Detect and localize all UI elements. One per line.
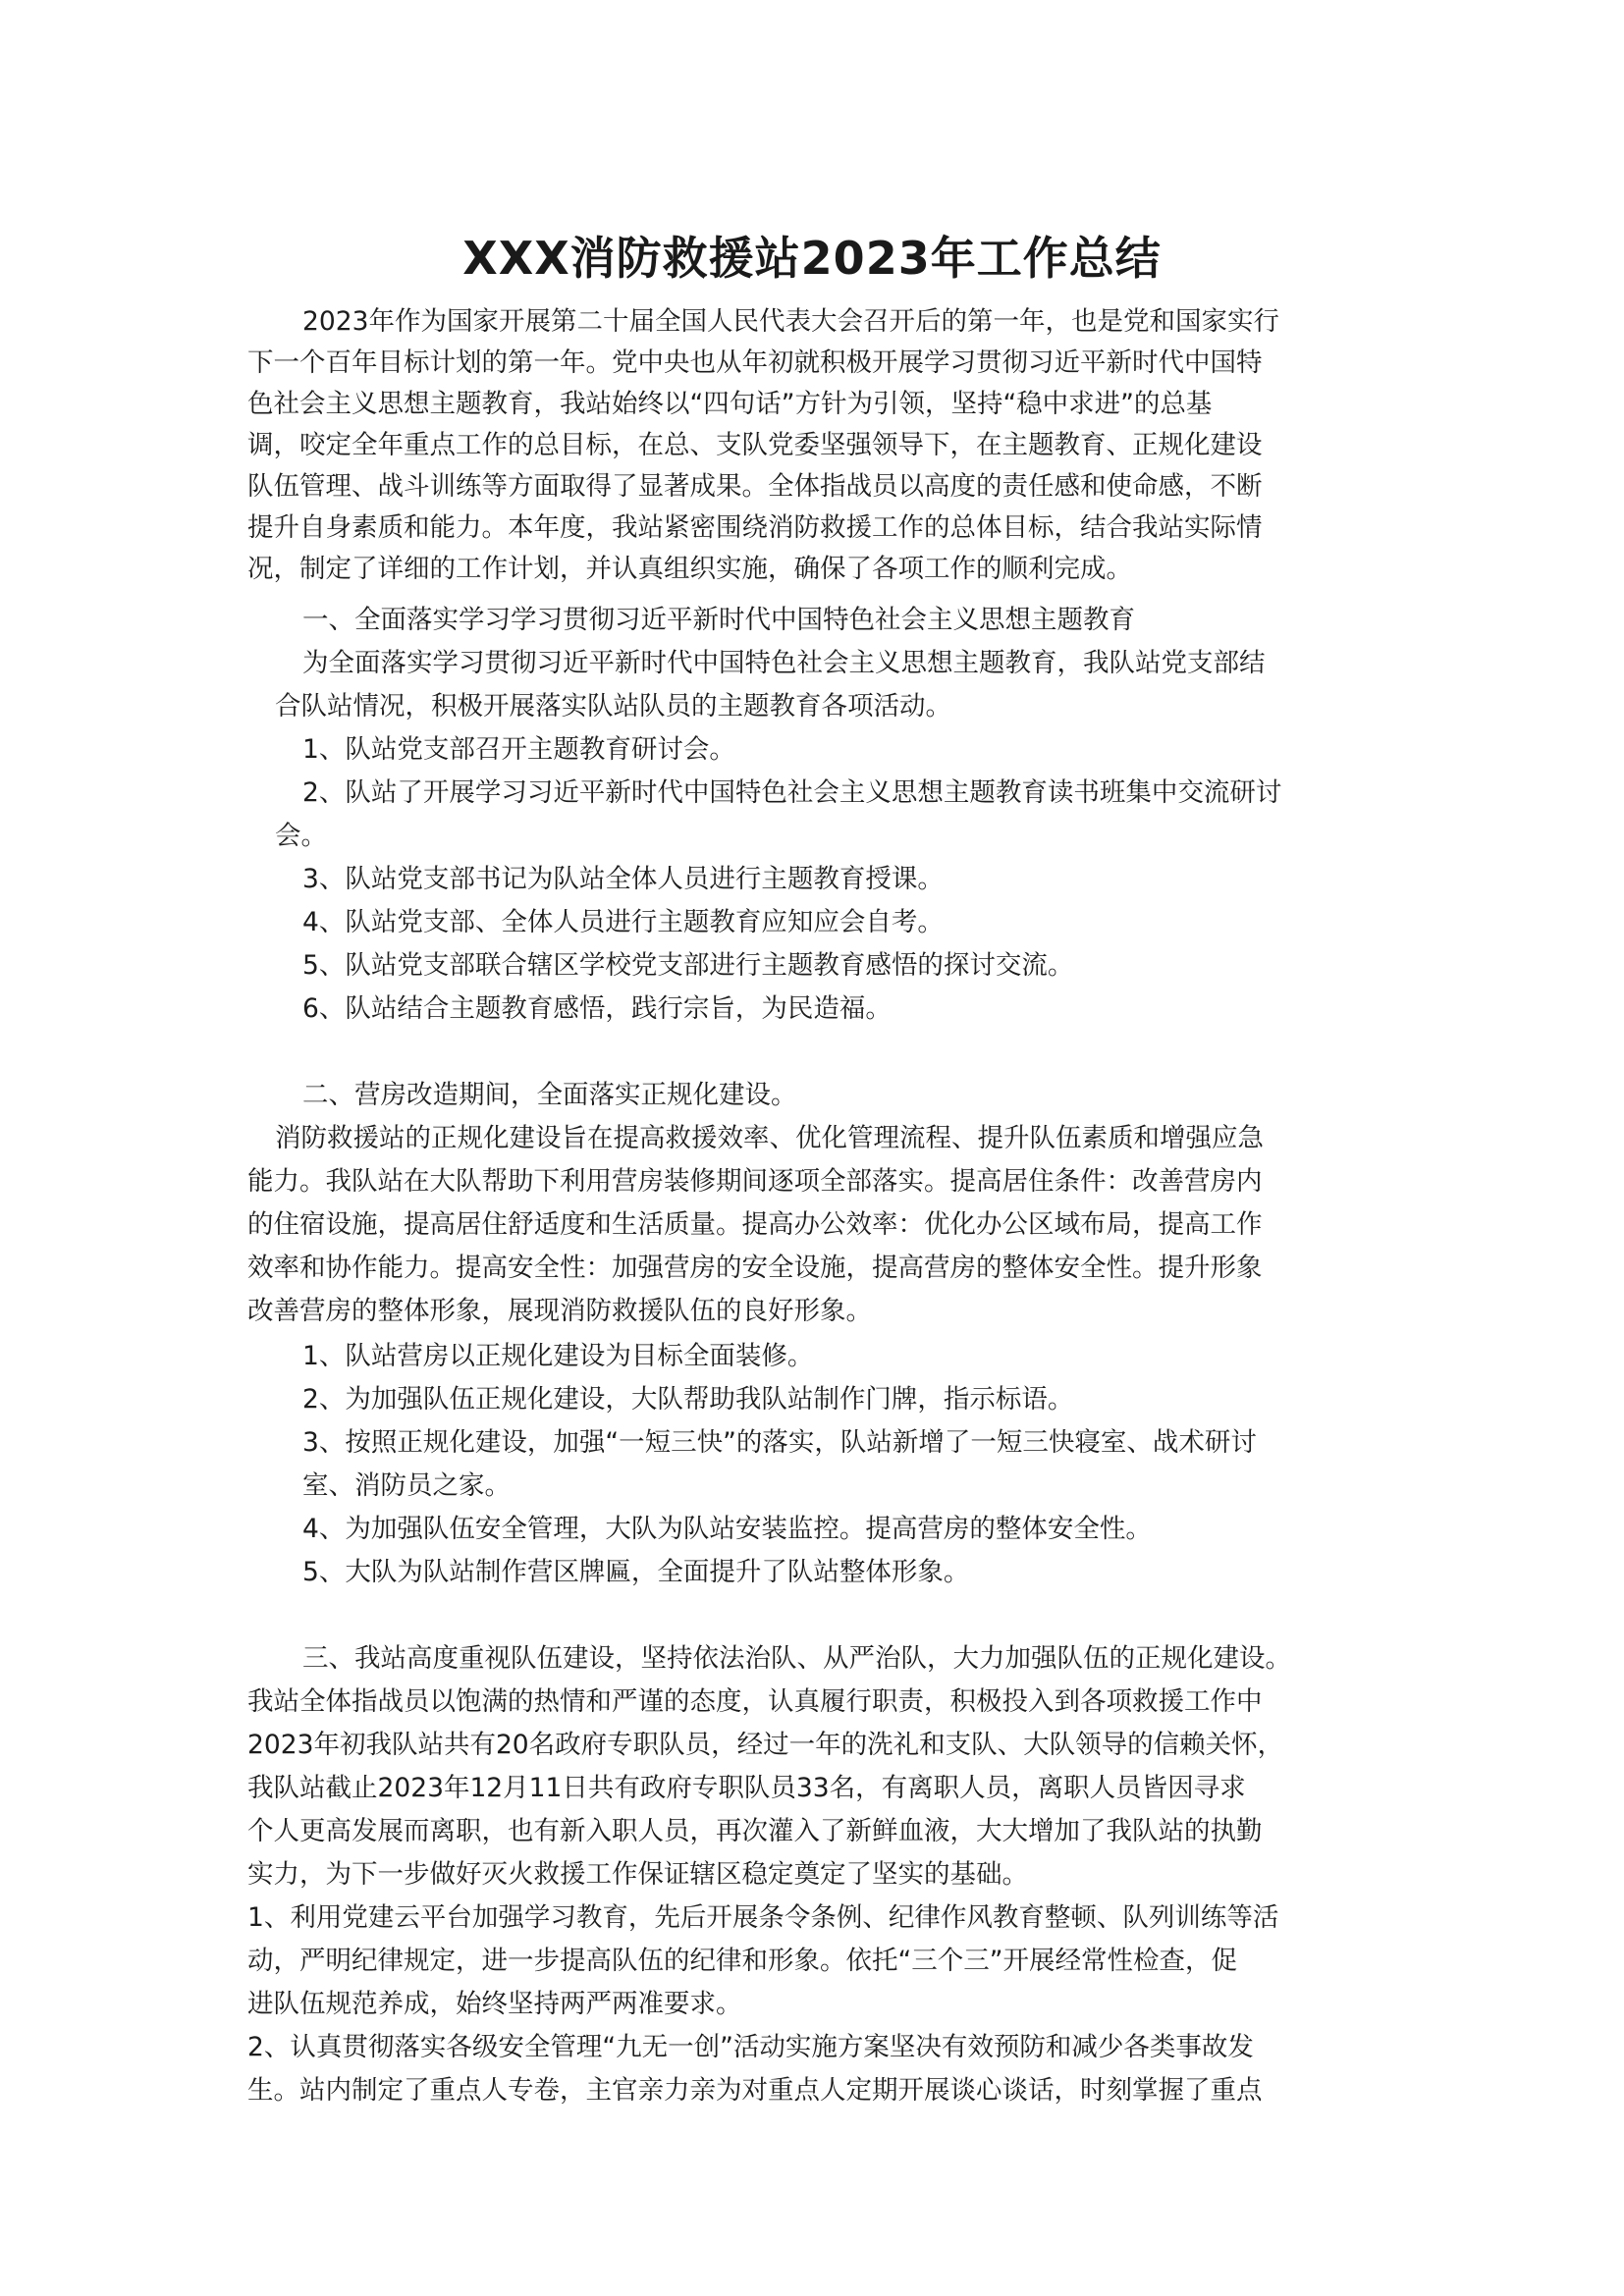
list-item: 2、为加强队伍正规化建设，大队帮助我队站制作门牌，指示标语。 bbox=[302, 1384, 1074, 1415]
document-title: XXX消防救援站2023年工作总结 bbox=[462, 232, 1162, 285]
list-item: 1、队站党支部召开主题教育研讨会。 bbox=[302, 734, 735, 765]
list-item: 3、队站党支部书记为队站全体人员进行主题教育授课。 bbox=[302, 864, 944, 894]
paragraph-line: 消防救援站的正规化建设旨在提高救援效率、优化管理流程、提升队伍素质和增强应急 bbox=[275, 1123, 1264, 1153]
list-item: 4、为加强队伍安全管理，大队为队站安装监控。提高营房的整体安全性。 bbox=[302, 1514, 1152, 1544]
paragraph-line: 提升自身素质和能力。本年度，我站紧密围绕消防救援工作的总体目标，结合我站实际情 bbox=[247, 512, 1263, 543]
paragraph-line: 我队站截止2023年12月11日共有政府专职队员33名，有离职人员，离职人员皆因寻求 bbox=[247, 1773, 1246, 1803]
paragraph-line: 效率和协作能力。提高安全性：加强营房的安全设施，提高营房的整体安全性。提升形象 bbox=[247, 1253, 1263, 1283]
paragraph-line: 2023年初我队站共有20名政府专职队员，经过一年的洗礼和支队、大队领导的信赖关怀， bbox=[247, 1730, 1284, 1760]
paragraph-line: 改善营房的整体形象，展现消防救援队伍的良好形象。 bbox=[247, 1296, 872, 1326]
list-item: 5、大队为队站制作营区牌匾，全面提升了队站整体形象。 bbox=[302, 1557, 970, 1587]
paragraph-line: 的住宿设施，提高居住舒适度和生活质量。提高办公效率：优化办公区域布局，提高工作 bbox=[247, 1209, 1263, 1240]
paragraph-line: 下一个百年目标计划的第一年。党中央也从年初就积极开展学习贯彻习近平新时代中国特 bbox=[247, 347, 1263, 378]
paragraph-line: 生。站内制定了重点人专卷，主官亲力亲为对重点人定期开展谈心谈话，时刻掌握了重点 bbox=[247, 2075, 1263, 2106]
paragraph-line: 我站全体指战员以饱满的热情和严谨的态度，认真履行职责，积极投入到各项救援工作中 bbox=[247, 1686, 1263, 1717]
paragraph-line: 动，严明纪律规定，进一步提高队伍的纪律和形象。依托“三个三”开展经常性检查，促 bbox=[247, 1946, 1237, 1976]
paragraph-line: 队伍管理、战斗训练等方面取得了显著成果。全体指战员以高度的责任感和使命感，不断 bbox=[247, 471, 1263, 502]
list-item: 会。 bbox=[275, 821, 327, 851]
paragraph-line: 调，咬定全年重点工作的总目标，在总、支队党委坚强领导下，在主题教育、正规化建设 bbox=[247, 430, 1263, 460]
list-item: 1、利用党建云平台加强学习教育，先后开展条令条例、纪律作风教育整顿、队列训练等活 bbox=[247, 1902, 1279, 1933]
list-item: 5、队站党支部联合辖区学校党支部进行主题教育感悟的探讨交流。 bbox=[302, 950, 1074, 981]
paragraph-line: 实力，为下一步做好灭火救援工作保证辖区稳定奠定了坚实的基础。 bbox=[247, 1859, 1028, 1890]
section-heading: 三、我站高度重视队伍建设，坚持依法治队、从严治队，大力加强队伍的正规化建设。 bbox=[302, 1643, 1291, 1674]
list-item: 室、消防员之家。 bbox=[302, 1470, 511, 1501]
paragraph-line: 进队伍规范养成，始终坚持两严两准要求。 bbox=[247, 1989, 742, 2019]
section-heading: 二、营房改造期间，全面落实正规化建设。 bbox=[302, 1080, 797, 1110]
list-item: 2、认真贯彻落实各级安全管理“九无一创”活动实施方案坚决有效预防和减少各类事故发 bbox=[247, 2032, 1254, 2062]
paragraph-line: 合队站情况，积极开展落实队站队员的主题教育各项活动。 bbox=[275, 691, 951, 721]
paragraph-line: 2023年作为国家开展第二十届全国人民代表大会召开后的第一年，也是党和国家实行 bbox=[302, 306, 1279, 337]
list-item: 2、队站了开展学习习近平新时代中国特色社会主义思想主题教育读书班集中交流研讨 bbox=[302, 777, 1282, 808]
list-item: 1、队站营房以正规化建设为目标全面装修。 bbox=[302, 1341, 814, 1371]
paragraph-line: 为全面落实学习贯彻习近平新时代中国特色社会主义思想主题教育，我队站党支部结 bbox=[302, 648, 1266, 678]
list-item: 6、队站结合主题教育感悟，践行宗旨，为民造福。 bbox=[302, 993, 892, 1024]
list-item: 4、队站党支部、全体人员进行主题教育应知应会自考。 bbox=[302, 907, 944, 937]
paragraph-line: 能力。我队站在大队帮助下利用营房装修期间逐项全部落实。提高居住条件：改善营房内 bbox=[247, 1166, 1263, 1197]
section-heading: 一、全面落实学习学习贯彻习近平新时代中国特色社会主义思想主题教育 bbox=[302, 605, 1135, 635]
paragraph-line: 个人更高发展而离职，也有新入职人员，再次灌入了新鲜血液，大大增加了我队站的执勤 bbox=[247, 1816, 1263, 1846]
paragraph-line: 况，制定了详细的工作计划，并认真组织实施，确保了各项工作的顺利完成。 bbox=[247, 554, 1132, 584]
list-item: 3、按照正规化建设，加强“一短三快”的落实，队站新增了一短三快寝室、战术研讨 bbox=[302, 1427, 1257, 1458]
paragraph-line: 色社会主义思想主题教育，我站始终以“四句话”方针为引领，坚持“稳中求进”的总基 bbox=[247, 389, 1213, 419]
